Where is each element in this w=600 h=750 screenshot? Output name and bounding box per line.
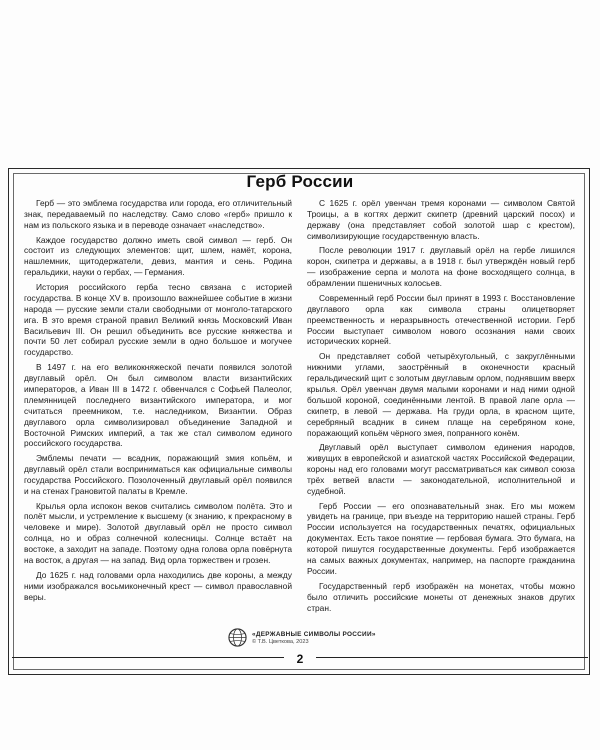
paragraph: Эмблемы печати — всадник, поражающий змия копьём, и двуглавый орёл стали восприниматься как официальные символы государства Российского. Позолоченный двуглавый орёл появился и на стенах Грановитой палаты в Кремле.: [24, 453, 292, 496]
footer-text: [252, 631, 376, 645]
paragraph: До 1625 г. над головами орла находились две короны, а между ними изображался восьмиконечный крест — символ православной веры.: [24, 569, 292, 602]
series-title: «ДЕРЖАВНЫЕ СИМВОЛЫ РОССИИ»: [252, 630, 376, 638]
paragraph: В 1497 г. на его великокняжеской печати появился золотой двуглавый орёл. Он был символом власти византийских императоров, а Иван III в 1472 г. обвенчался с Софьей Палеолог, племянницей последнего византийского императора, и мог считаться преемником, т.е. наследником, Византии. Образ двуглавого орла символизировал объединение Западной и Восточной Римских империй, а так же стал символом единого российского государства.: [24, 362, 292, 449]
paragraph: Герб — это эмблема государства или города, его отличительный знак, передаваемый по наследству. Само слово «герб» пришло к нам из польского языка и в переводе означает «наследство».: [24, 198, 292, 230]
globe-emblem-icon: [228, 628, 247, 647]
paragraph: Крылья орла испокон веков считались символом полёта. Это и полёт мысли, и устремление к высшему (к знанию, к прекрасному в человеке и мире). Золотой двуглавый орёл не просто символ солнца, но и образ солнечной колесницы. Солнце встаёт на востоке, а заходит на западе. Поэтому одна голова орла повёрнута на восток, а другая — на запад. Вид орла торжествен и грозен.: [24, 500, 292, 566]
page-number-box: [284, 650, 316, 665]
paragraph: История российского герба тесно связана с историей государства. В конце XV в. произошло важнейшее событие в жизни народа — русские земли стали свободными от монголо-татарского ига. В это время страной правил Великий князь Московский Иван Васильевич III. Он решил объединить все русские княжества и почти 50 лет собирал русские земли в одно большое и могучее государство.: [24, 281, 292, 358]
right-text-column: [307, 198, 575, 617]
paragraph: Современный герб России был принят в 1993 г. Восстановление двуглавого орла как символа страны олицетворяет преемственность и неразрывность отечественной истории. Герб России выступает символом нового осознания нами своих исторических корней.: [307, 292, 575, 347]
paragraph: После революции 1917 г. двуглавый орёл на гербе лишился корон, скипетра и державы, а в 1918 г. был утверждён новый герб — изображение серпа и молота на фоне восходящего солнца, в обрамлении пшеничных колосьев.: [307, 245, 575, 289]
left-text-column: [24, 198, 292, 606]
paragraph: С 1625 г. орёл увенчан тремя коронами — символом Святой Троицы, а в когтях держит скипетр (древний царский посох) и державу (она представляет собой золотой шар с крестом), символизирующие государственную власть.: [307, 198, 575, 241]
paragraph: Он представляет собой четырёхугольный, с закруглёнными нижними углами, заострённый в оконечности красный геральдический щит с золотым двуглавым орлом, поднявшим вверх крылья. Орёл увенчан двумя малыми коронами и над ними одной большой короной, соединёнными лентой. В правой лапе орла — скипетр, в левой — держава. На груди орла, в красном щите, серебряный всадник в синем плаще на серебряном коне, поражающий копьём чёрного змея, попранного конём.: [307, 351, 575, 438]
paragraph: Двуглавый орёл выступает символом единения народов, живущих в европейской и азиатской частях Российской Федерации, короны над его головами могут рассматриваться как символ союза трёх ветвей власти — законодательной, исполнительной и судебной.: [307, 442, 575, 496]
page-title: Герб России: [246, 172, 354, 191]
page-number: 2: [296, 652, 304, 666]
paragraph: Государственный герб изображён на монетах, чтобы можно было отличить российские монеты от денежных знаков других стран.: [307, 580, 575, 613]
paragraph: Герб России — его опознавательный знак. Его мы можем увидеть на границе, при въезде на территорию нашей страны. Герб России используется на государственных печатях, официальных документах. Есть такое понятие — гербовая бумага. Это бумага, на которой пишутся государственные документы. Герб изображается на самых важных документах, например, на паспорте гражданина России.: [307, 500, 575, 576]
paragraph: Каждое государство должно иметь свой символ — герб. Он состоит из следующих элементов: щит, шлем, намёт, корона, нашлемник, щитодержатели, девиз, мантия и сень. Родина геральдики, науки о гербах, — Германия.: [24, 234, 292, 278]
footer-credit: [228, 628, 376, 647]
author-credit: © Т.В. Цветкова, 2023: [252, 638, 309, 645]
